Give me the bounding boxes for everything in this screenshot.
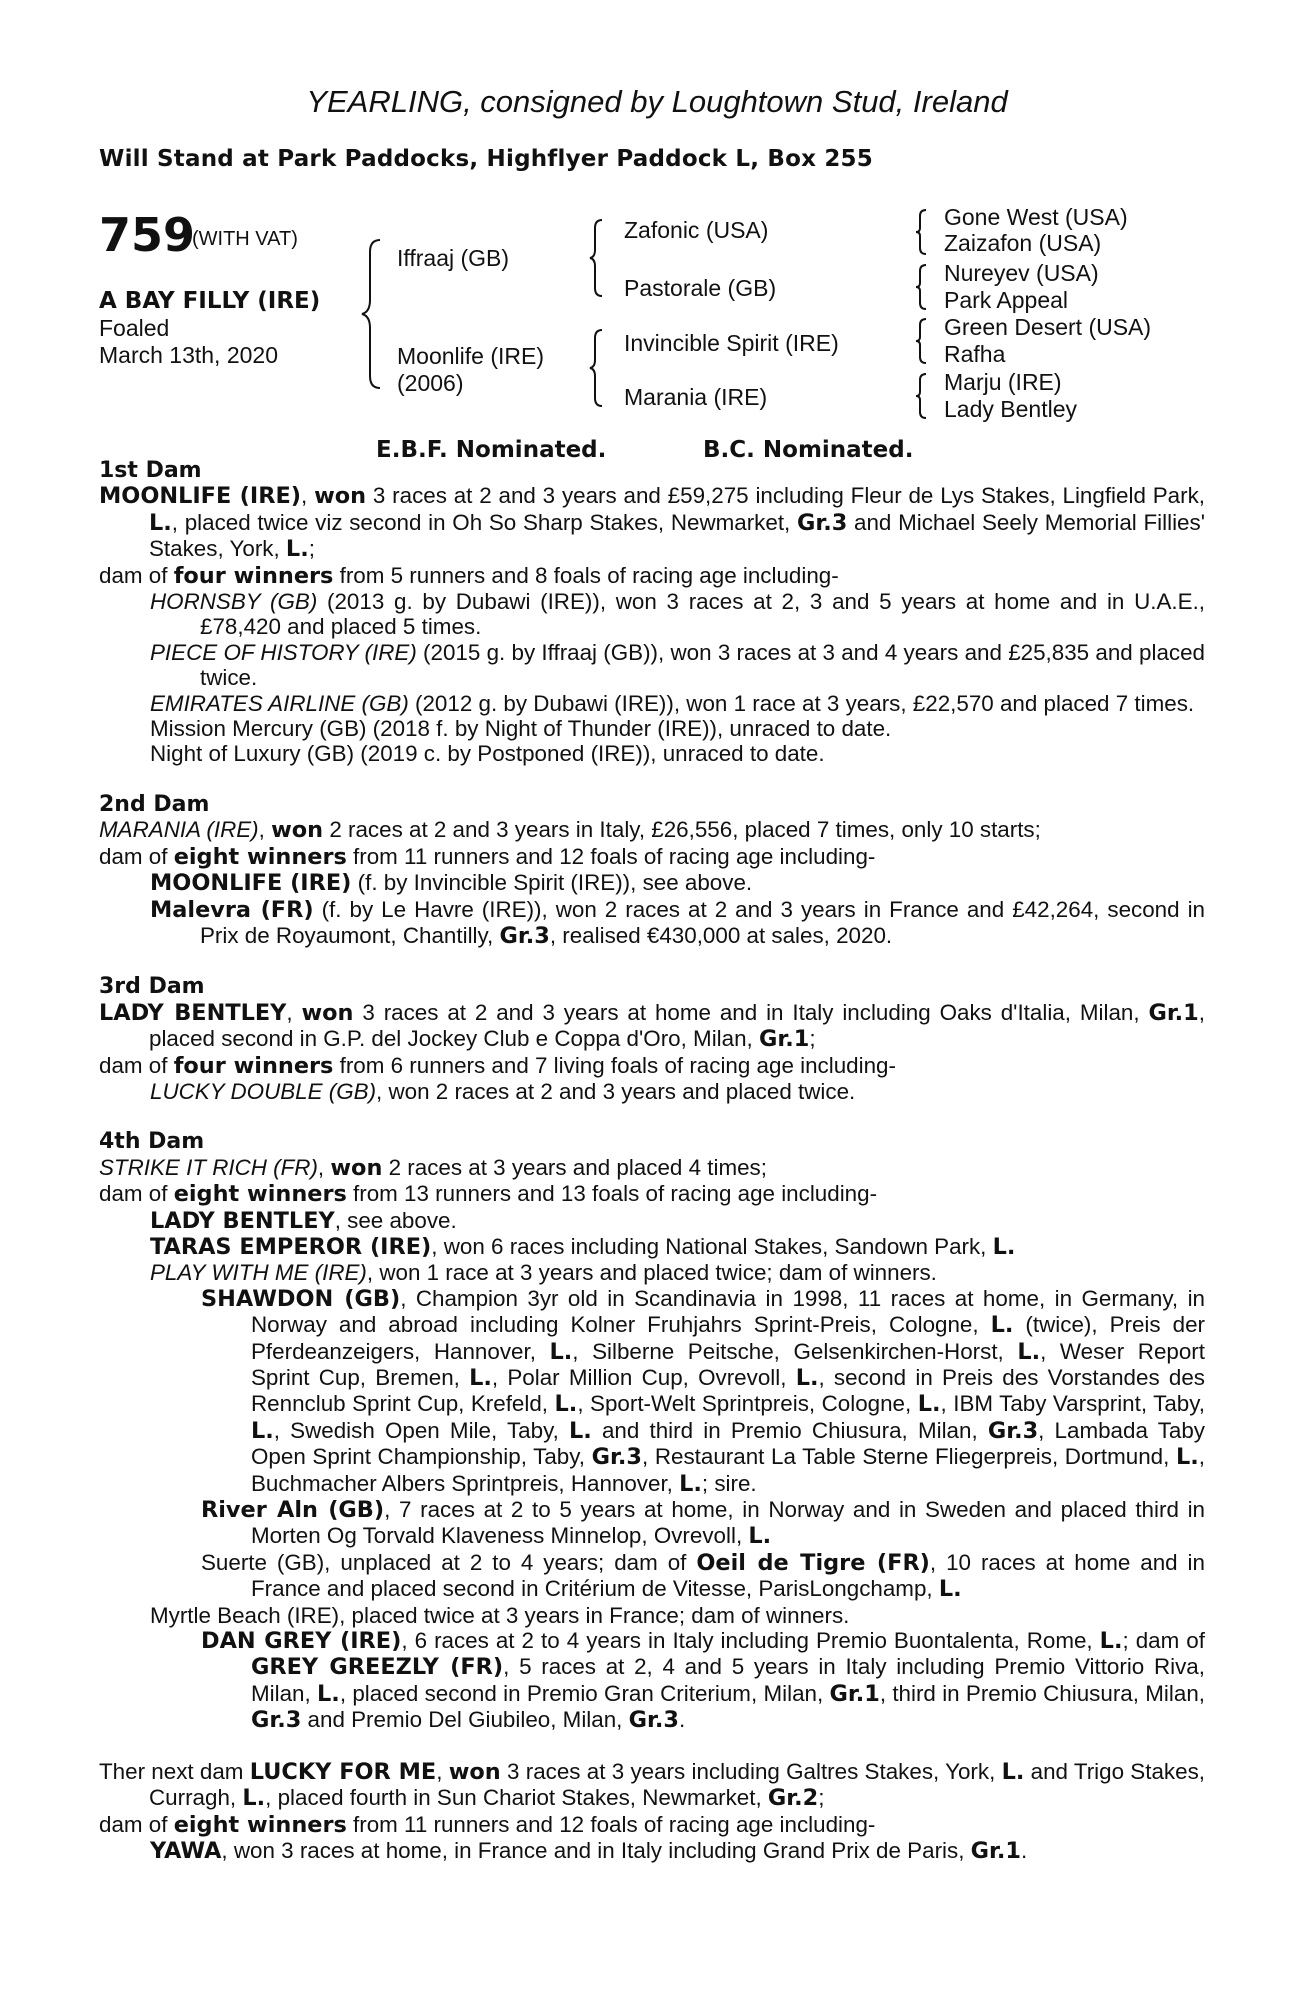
horse-name-bold: MOONLIFE (IRE) — [99, 483, 302, 510]
record-text: , see above. — [334, 1207, 457, 1233]
produce-record — [99, 458, 1205, 1864]
pedigree-g5: Green Desert (USA) — [944, 314, 1152, 340]
horse-name-bold: LADY BENTLEY — [99, 999, 287, 1026]
listed-label: L. — [938, 1576, 962, 1603]
offspring-name: LADY BENTLEY — [150, 1207, 335, 1234]
pedigree-g4: Park Appeal — [944, 287, 1069, 313]
listed-label: L. — [285, 536, 309, 563]
listed-label: L. — [992, 1233, 1016, 1260]
record-text: Ther next dam — [99, 1758, 250, 1784]
offspring-name: LUCKY DOUBLE (GB) — [150, 1078, 377, 1104]
group-label: Gr.1 — [829, 1680, 880, 1707]
section-gap — [99, 949, 1205, 974]
offspring-name: TARAS EMPEROR (IRE) — [150, 1233, 432, 1260]
fourth-dam-heading: 4th Dam — [99, 1129, 205, 1155]
pedigree-dam-dam: Marania (IRE) — [624, 384, 768, 410]
record-text: , — [436, 1758, 449, 1784]
pedigree-sire-sire: Zafonic (USA) — [624, 217, 769, 243]
record-text: and third in Premio Chiusura, Milan, — [591, 1417, 988, 1443]
record-text: , placed second in G.P. del Jockey Club e Coppa d'Oro, Milan, — [149, 999, 1205, 1052]
offspring-name: EMIRATES AIRLINE (GB) — [150, 690, 409, 716]
record-text: dam of — [99, 1052, 174, 1078]
winners-count: eight winners — [173, 1811, 347, 1838]
listed-label: L. — [549, 1338, 573, 1365]
record-text: , won 6 races including National Stakes, Sandown Park, — [431, 1233, 993, 1259]
winners-count: eight winners — [173, 843, 347, 870]
record-text: dam of — [99, 843, 174, 869]
record-text: ; — [308, 536, 315, 562]
offspring-name: MOONLIFE (IRE) — [150, 870, 352, 897]
stand-location: Will Stand at Park Paddocks, Highflyer Paddock L, Box 255 — [99, 146, 873, 172]
consignment-line: YEARLING, consigned by Loughtown Stud, Ireland — [306, 84, 1008, 119]
record-text: from 5 runners and 8 foals of racing age including- — [333, 562, 839, 588]
record-text: , Restaurant La Table Sterne Fliegerpreis, Dortmund, — [641, 1444, 1176, 1470]
offspring-name: YAWA — [150, 1837, 222, 1864]
record-text: dam of — [99, 562, 174, 588]
listed-label: L. — [679, 1470, 702, 1497]
record-text: , Polar Million Cup, Ovrevoll, — [491, 1365, 796, 1390]
record-text: , won 3 races at home, in France and in Italy including Grand Prix de Paris, — [221, 1837, 971, 1863]
fourth-dam-record: STRIKE IT RICH (FR), won 2 races at 3 years and placed 4 times; — [99, 1154, 767, 1181]
record-text: from 11 runners and 12 foals of racing age including- — [346, 843, 876, 869]
pedigree-brace-dam — [588, 328, 604, 408]
record-text: , 10 races at home and in France and placed second in Critérium de Vitesse, ParisLongchamp, — [251, 1549, 1205, 1602]
record-text: , placed second in Premio Gran Criterium, Milan, — [339, 1680, 830, 1706]
group-label: Gr.1 — [970, 1837, 1021, 1864]
offspring-name: Oeil de Tigre (FR) — [696, 1549, 930, 1576]
record-text: , IBM Taby Varsprint, Taby, — [940, 1391, 1206, 1417]
listed-label: L. — [554, 1391, 578, 1418]
group-label: Gr.3 — [987, 1417, 1039, 1444]
offspring-name: River Aln (GB) — [201, 1497, 385, 1524]
record-text: from 6 runners and 7 living foals of racing age including- — [333, 1052, 896, 1078]
grand-offspring-entry — [99, 1497, 1205, 1550]
group-label: Gr.3 — [591, 1444, 642, 1471]
group-label: Gr.3 — [499, 922, 550, 949]
record-text: and Premio Del Giubileo, Milan, — [301, 1707, 629, 1733]
second-dam-heading: 2nd Dam — [99, 791, 210, 817]
pedigree-brace-g2 — [914, 263, 928, 311]
listed-label: L. — [990, 1312, 1014, 1339]
pedigree-g2: Zaizafon (USA) — [944, 230, 1102, 256]
section-gap — [99, 1104, 1205, 1129]
offspring-entry — [99, 640, 1205, 691]
record-text: , 6 races at 2 to 4 years in Italy including Premio Buontalenta, Rome, — [401, 1628, 1100, 1654]
pedigree-brace-g1 — [914, 208, 928, 256]
third-dam-produce-summary — [99, 1053, 1205, 1079]
fourth-dam-produce-summary — [99, 1181, 1205, 1207]
record-text: from 13 runners and 13 foals of racing age including- — [346, 1181, 878, 1207]
group-label: Gr.1 — [1148, 999, 1199, 1026]
winners-count: four winners — [173, 1052, 334, 1079]
record-text: ; dam of — [1122, 1628, 1205, 1654]
record-text: 3 races at 2 and 3 years and £59,275 including Fleur de Lys Stakes, Lingfield Park, — [366, 483, 1205, 509]
record-text: , third in Premio Chiusura, Milan, — [879, 1680, 1205, 1706]
record-text: , won 1 race at 3 years and placed twice; dam of winners. — [366, 1260, 937, 1286]
offspring-name: PLAY WITH ME (IRE) — [150, 1260, 367, 1286]
record-text: Suerte (GB), unplaced at 2 to 4 years; dam of — [201, 1549, 697, 1575]
pedigree-sire: Iffraaj (GB) — [397, 245, 510, 271]
vat-note: (WITH VAT) — [192, 228, 298, 250]
group-label: Gr.3 — [251, 1707, 302, 1734]
pedigree-brace-sire — [588, 218, 604, 298]
listed-label: L. — [795, 1365, 819, 1391]
offspring-name: HORNSBY (GB) — [150, 589, 318, 615]
ebf-nominated: E.B.F. Nominated. — [376, 437, 607, 463]
record-text: , Sport-Welt Sprintpreis, Cologne, — [577, 1391, 918, 1417]
record-text: , Silberne Peitsche, Gelsenkirchen-Horst, — [572, 1338, 1018, 1364]
listed-label: L. — [149, 509, 172, 536]
offspring-entry — [99, 1838, 1205, 1864]
listed-label: L. — [242, 1785, 266, 1812]
record-text: (f. by Invincible Spirit (IRE)), see above. — [351, 870, 753, 896]
offspring-entry — [99, 691, 1205, 716]
listed-label: L. — [1176, 1444, 1199, 1471]
pedigree-g1: Gone West (USA) — [944, 204, 1128, 230]
third-dam-record: LADY BENTLEY, won 3 races at 2 and 3 years at home and in Italy including Oaks d'Italia, Milan, Gr.1, placed second in G.P. del Jockey Club e Coppa d'Oro, Milan, Gr.1; — [99, 999, 1205, 1053]
won-label: won — [314, 483, 367, 510]
offspring-name: PIECE OF HISTORY (IRE) — [150, 639, 417, 665]
offspring-entry: Night of Luxury (GB) (2019 c. by Postponed (IRE)), unraced to date. — [150, 741, 825, 767]
pedigree-g6: Rafha — [944, 341, 1006, 367]
pedigree-g3: Nureyev (USA) — [944, 260, 1099, 286]
record-text: (2015 g. by Iffraaj (GB)), won 3 races at 3 and 4 years and £25,835 and placed twice. — [200, 639, 1205, 691]
grand-offspring-entry — [99, 1550, 1205, 1603]
group-label: Gr.3 — [797, 509, 848, 536]
second-dam-record: MARANIA (IRE), won 2 races at 2 and 3 years in Italy, £26,556, placed 7 times, only 10 starts; — [99, 817, 1041, 844]
section-gap — [99, 767, 1205, 792]
second-dam-produce-summary — [99, 844, 1205, 870]
record-text: and Michael Seely Memorial Fillies' Stakes, York, — [149, 509, 1205, 562]
record-text: and Trigo Stakes, Curragh, — [149, 1758, 1205, 1811]
won-label: won — [330, 1154, 383, 1181]
record-text: , Buchmacher Albers Sprintpreis, Hannover, — [251, 1444, 1206, 1496]
record-text: , Swedish Open Mile, Taby, — [273, 1417, 570, 1443]
record-text: 2 races at 3 years and placed 4 times; — [382, 1154, 767, 1180]
winners-count: eight winners — [173, 1181, 347, 1208]
pedigree-dam-sire: Invincible Spirit (IRE) — [624, 330, 839, 356]
listed-label: L. — [1017, 1338, 1041, 1365]
listed-label: L. — [469, 1365, 492, 1391]
group-label: Gr.3 — [628, 1707, 679, 1734]
record-text: , Weser Report Sprint Cup, Bremen, — [251, 1338, 1205, 1390]
first-dam-produce-summary — [99, 563, 1205, 589]
won-label: won — [448, 1758, 501, 1785]
offspring-entry — [99, 1208, 1205, 1234]
record-text: (2012 g. by Dubawi (IRE)), won 1 race at 3 years, £22,570 and placed 7 times. — [408, 690, 1195, 716]
horse-name-italic: STRIKE IT RICH (FR) — [99, 1154, 318, 1180]
record-text: (twice), Preis der Pferdeanzeigers, Hannover, — [251, 1312, 1205, 1364]
won-label: won — [271, 817, 324, 844]
pedigree-brace-main — [360, 238, 384, 390]
offspring-entry: Myrtle Beach (IRE), placed twice at 3 years in France; dam of winners. — [150, 1602, 850, 1628]
winners-count: four winners — [173, 562, 334, 589]
offspring-entry — [99, 589, 1205, 640]
section-gap — [99, 1734, 1205, 1759]
listed-label: L. — [317, 1680, 340, 1707]
lot-number: 759 — [99, 208, 196, 262]
won-label: won — [301, 999, 354, 1026]
bc-nominated: B.C. Nominated. — [703, 437, 914, 463]
listed-label: L. — [1099, 1628, 1123, 1655]
group-label: Gr.1 — [759, 1026, 810, 1053]
record-text: from 11 runners and 12 foals of racing age including- — [346, 1811, 876, 1837]
record-text: dam of — [99, 1811, 174, 1837]
pedigree-sire-dam: Pastorale (GB) — [624, 275, 777, 301]
offspring-entry — [99, 1234, 1205, 1260]
record-text: ; — [809, 1026, 816, 1052]
listed-label: L. — [569, 1417, 592, 1444]
next-dam-produce-summary — [99, 1812, 1205, 1838]
offspring-entry — [99, 870, 1205, 896]
offspring-entry — [99, 1079, 1205, 1104]
offspring-name: Malevra (FR) — [150, 896, 314, 923]
offspring-name: GREY GREEZLY (FR) — [251, 1654, 504, 1681]
record-text: , placed fourth in Sun Chariot Stakes, Newmarket, — [265, 1785, 768, 1811]
first-dam-record: MOONLIFE (IRE), won 3 races at 2 and 3 years and £59,275 including Fleur de Lys Stakes, Lingfield Park, L., placed twice viz second in Oh So Sharp Stakes, Newmarket, Gr.3 and Michael Seely Memorial Fillies' Stakes, York, L.; — [99, 483, 1205, 563]
record-text: ; — [818, 1785, 825, 1811]
third-dam-heading: 3rd Dam — [99, 974, 205, 1000]
listed-label: L. — [917, 1391, 941, 1418]
foaled-label: Foaled — [99, 315, 170, 341]
grand-offspring-entry — [99, 1286, 1205, 1497]
record-text: , realised €430,000 at sales, 2020. — [549, 922, 893, 948]
horse-name-italic: MARANIA (IRE) — [99, 817, 259, 843]
record-text: 2 races at 2 and 3 years in Italy, £26,556, placed 7 times, only 10 starts; — [323, 817, 1041, 843]
first-dam-heading: 1st Dam — [99, 458, 202, 483]
pedigree-dam: Moonlife (IRE) — [397, 343, 544, 369]
grand-offspring-entry — [99, 1628, 1205, 1734]
offspring-entry — [99, 1260, 1205, 1285]
listed-label: L. — [748, 1523, 772, 1550]
offspring-name: SHAWDON (GB) — [201, 1285, 401, 1312]
record-text: , placed twice viz second in Oh So Sharp Stakes, Newmarket, — [171, 509, 797, 535]
record-text: 3 races at 2 and 3 years at home and in Italy including Oaks d'Italia, Milan, — [353, 999, 1149, 1025]
record-text: , Champion 3yr old in Scandinavia in 1998, 11 races at home, in Germany, in Norway and abroad including Kolner Fruhjahrs Sprint-Preis, Cologne, — [251, 1285, 1205, 1338]
record-text: ; sire. — [701, 1470, 757, 1496]
record-text: , won 2 races at 2 and 3 years and placed twice. — [376, 1078, 856, 1104]
pedigree-brace-g3 — [914, 317, 928, 365]
pedigree-dam-year: (2006) — [397, 370, 464, 396]
group-label: Gr.2 — [767, 1785, 819, 1812]
pedigree-g7: Marju (IRE) — [944, 369, 1062, 395]
offspring-entry: Mission Mercury (GB) (2018 f. by Night of Thunder (IRE)), unraced to date. — [150, 716, 892, 742]
record-text: (2013 g. by Dubawi (IRE)), won 3 races at 2, 3 and 5 years at home and in U.A.E., £78,420 and placed 5 times. — [200, 589, 1206, 640]
record-text: , Lambada Taby Open Sprint Championship, Taby, — [251, 1417, 1205, 1470]
pedigree-brace-g4 — [914, 372, 928, 420]
record-text: , 5 races at 2, 4 and 5 years in Italy including Premio Vittorio Riva, Milan, — [251, 1654, 1205, 1706]
record-text: (f. by Le Havre (IRE)), won 2 races at 2 and 3 years in France and £42,264, second in Prix de Royaumont, Chantilly, — [200, 896, 1206, 948]
foaled-date: March 13th, 2020 — [99, 342, 279, 368]
horse-name-bold: LUCKY FOR ME — [249, 1758, 437, 1785]
record-text: , second in Preis des Vorstandes des Rennclub Sprint Cup, Krefeld, — [251, 1365, 1205, 1417]
record-text: . — [678, 1707, 686, 1733]
record-text: , 7 races at 2 to 5 years at home, in Norway and in Sweden and placed third in Morten Og Torvald Klaveness Minnelop, Ovrevoll, — [251, 1497, 1206, 1549]
record-text: dam of — [99, 1181, 174, 1207]
offspring-entry — [99, 897, 1205, 950]
listed-label: L. — [251, 1417, 274, 1444]
next-dam-record — [99, 1759, 1205, 1812]
record-text: . — [1020, 1837, 1028, 1863]
pedigree-g8: Lady Bentley — [944, 396, 1077, 422]
record-text: 3 races at 3 years including Galtres Stakes, York, — [500, 1758, 1002, 1784]
horse-name: A BAY FILLY (IRE) — [99, 288, 321, 314]
listed-label: L. — [1001, 1758, 1025, 1785]
offspring-name: DAN GREY (IRE) — [201, 1628, 402, 1655]
